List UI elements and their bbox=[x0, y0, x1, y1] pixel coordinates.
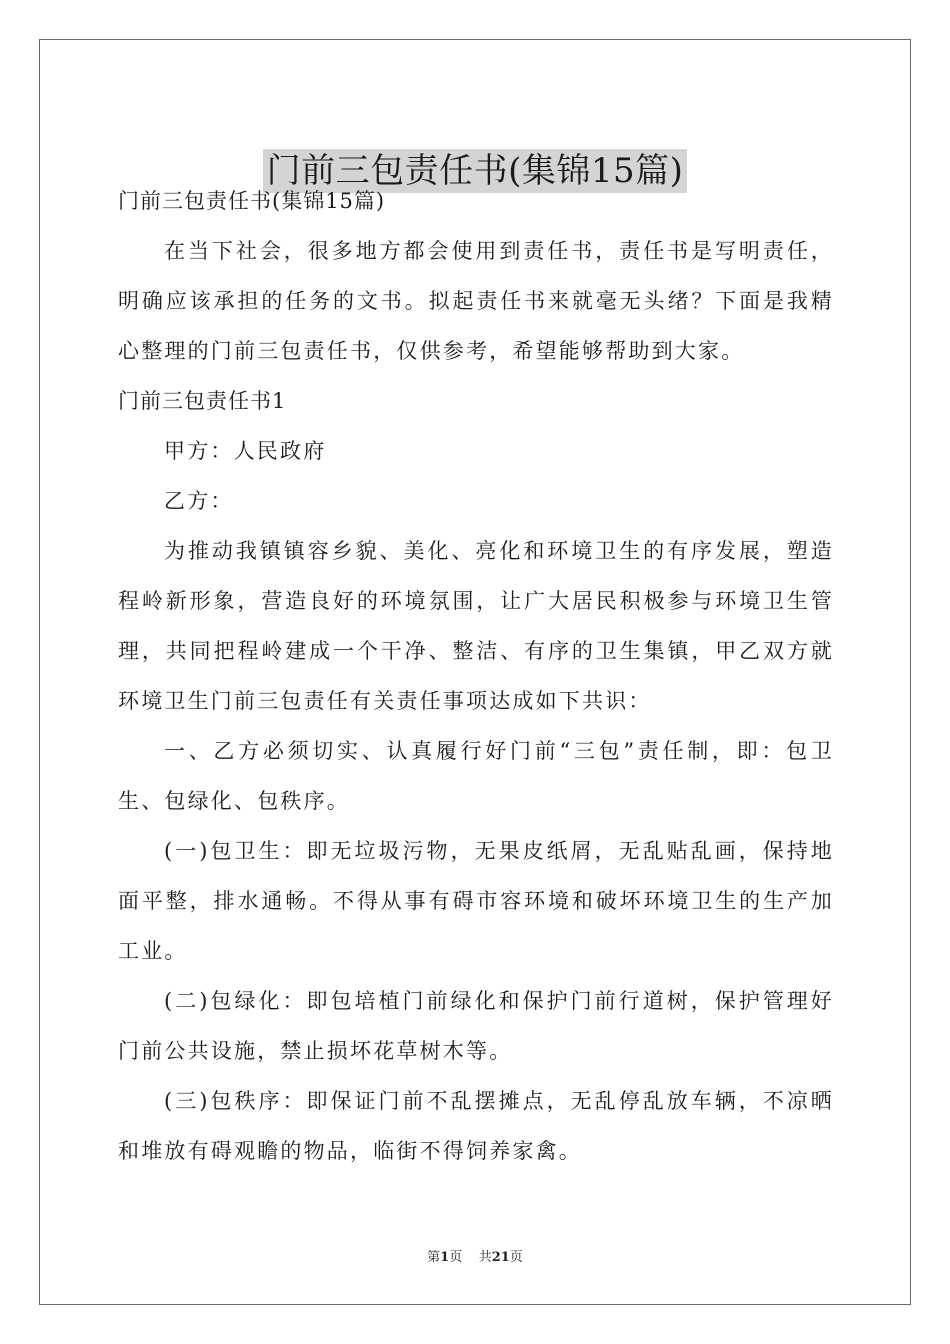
clause-1-2-paragraph: (二)包绿化：即包培植门前绿化和保护门前行道树，保护管理好门前公共设施，禁止损坏花草树木等。 bbox=[118, 989, 834, 1063]
page-suffix: 页 bbox=[449, 1250, 463, 1265]
clause-1-1-paragraph: (一)包卫生：即无垃圾污物，无果皮纸屑，无乱贴乱画，保持地面平整，排水通畅。不得从事有碍市容环境和破坏环境卫生的生产加工业。 bbox=[118, 839, 834, 963]
total-pages: 21 bbox=[491, 1250, 510, 1265]
section-heading: 门前三包责任书1 bbox=[118, 389, 287, 413]
page-prefix: 第 bbox=[427, 1250, 441, 1265]
document-title: 门前三包责任书(集锦15篇) bbox=[263, 149, 688, 193]
page-footer bbox=[0, 1246, 950, 1265]
intro-paragraph: 在当下社会，很多地方都会使用到责任书，责任书是写明责任，明确应该承担的任务的文书。拟起责任书来就毫无头绪？下面是我精心整理的门前三包责任书，仅供参考，希望能够帮助到大家。 bbox=[118, 239, 834, 363]
clause-1-paragraph: 一、乙方必须切实、认真履行好门前“三包”责任制，即：包卫生、包绿化、包秩序。 bbox=[118, 739, 834, 813]
subtitle-paragraph: 门前三包责任书(集锦15篇) bbox=[118, 189, 386, 213]
document-body bbox=[118, 176, 834, 1176]
total-prefix: 共 bbox=[478, 1250, 492, 1265]
total-suffix: 页 bbox=[509, 1250, 523, 1265]
clause-1-3-paragraph: (三)包秩序：即保证门前不乱摆摊点，无乱停乱放车辆，不凉晒和堆放有碍观瞻的物品，临街不得饲养家禽。 bbox=[118, 1089, 834, 1163]
party-b-paragraph: 乙方： bbox=[164, 489, 234, 513]
page-number: 1 bbox=[440, 1250, 450, 1265]
party-a-paragraph: 甲方：人民政府 bbox=[164, 439, 327, 463]
purpose-paragraph: 为推动我镇镇容乡貌、美化、亮化和环境卫生的有序发展，塑造程岭新形象，营造良好的环境氛围，让广大居民积极参与环境卫生管理，共同把程岭建成一个干净、整洁、有序的卫生集镇，甲乙双方就环境卫生门前三包责任有关责任事项达成如下共识： bbox=[118, 539, 834, 713]
